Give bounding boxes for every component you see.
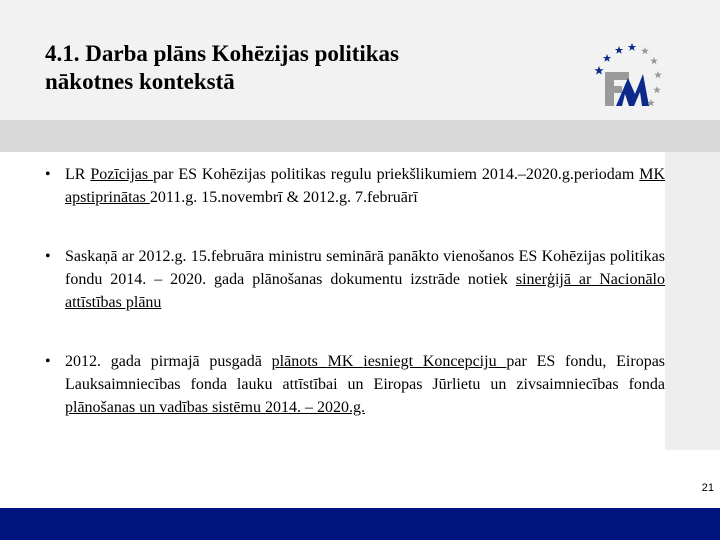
- slide-title-line-1: 4.1. Darba plāns Kohēzijas politikas: [45, 41, 399, 66]
- page-number: 21: [701, 482, 714, 494]
- bullet-3-link-mk: MK: [327, 353, 364, 370]
- logo-star: [641, 47, 649, 54]
- bullet-3-link-iesniegt: iesniegt: [363, 353, 423, 370]
- bullet-2-text: Saskaņā ar 2012.g. 15.februāra ministru seminārā panākto vienošanos ES Kohēzijas politikas fondu 2014. – 2020. gada plānošanas dokumentu izstrāde notiek: [65, 248, 665, 288]
- footer-bar: [0, 508, 720, 540]
- logo-star: [653, 86, 661, 93]
- logo-star: [654, 71, 662, 78]
- bullet-marker: •: [45, 353, 51, 370]
- bullet-1-text: par ES Kohēzijas politikas regulu priekšlikumiem 2014.–2020.g.periodam: [153, 166, 640, 183]
- bullet-3-link-planosanas: plānošanas un vadības sistēmu 2014. – 2020.g.: [65, 399, 365, 416]
- logo-star: [594, 66, 603, 75]
- bullet-3-link-koncepciju: Koncepciju: [422, 353, 507, 370]
- slide-title: [45, 40, 515, 96]
- bullet-item-1: [45, 163, 665, 209]
- logo-star: [615, 46, 623, 54]
- bullet-1-link-apstiprinatas: apstiprinātas: [65, 189, 150, 206]
- title-separator-band: [0, 120, 720, 152]
- bullet-marker: •: [45, 248, 51, 265]
- bullet-3-link-planots: plānots: [271, 353, 328, 370]
- bullet-2-link-sinergija: sinerģijā ar Nacionālo attīstības plānu: [65, 271, 665, 311]
- logo-star: [650, 57, 658, 64]
- bullet-1-link-pozicijas: Pozīcijas: [90, 166, 154, 183]
- slide-header: [0, 0, 720, 120]
- bullet-3-text: 2012. gada pirmajā pusgadā: [65, 353, 272, 370]
- bullet-1-text: LR: [65, 166, 91, 183]
- bullet-1-link-mk: MK: [639, 166, 665, 183]
- bullet-item-2: [45, 245, 665, 314]
- logo-text: FM: [585, 36, 587, 37]
- right-side-panel: [665, 152, 720, 450]
- bullet-item-3: [45, 350, 665, 419]
- bullet-1-text: 2011.g. 15.novembrī & 2012.g. 7.februārī: [149, 189, 418, 206]
- bullet-3-text: par ES fondu, Eiropas Lauksaimniecības fonda lauku attīstībai un Eiropas Jūrlietu un zivsaimniecības fonda: [65, 353, 666, 393]
- logo-star: [603, 54, 611, 62]
- bullet-marker: •: [45, 166, 51, 183]
- fm-logo: [585, 36, 665, 114]
- slide-title-line-2: nākotnes kontekstā: [45, 69, 235, 94]
- slide-body: [45, 163, 665, 419]
- logo-star: [628, 43, 636, 51]
